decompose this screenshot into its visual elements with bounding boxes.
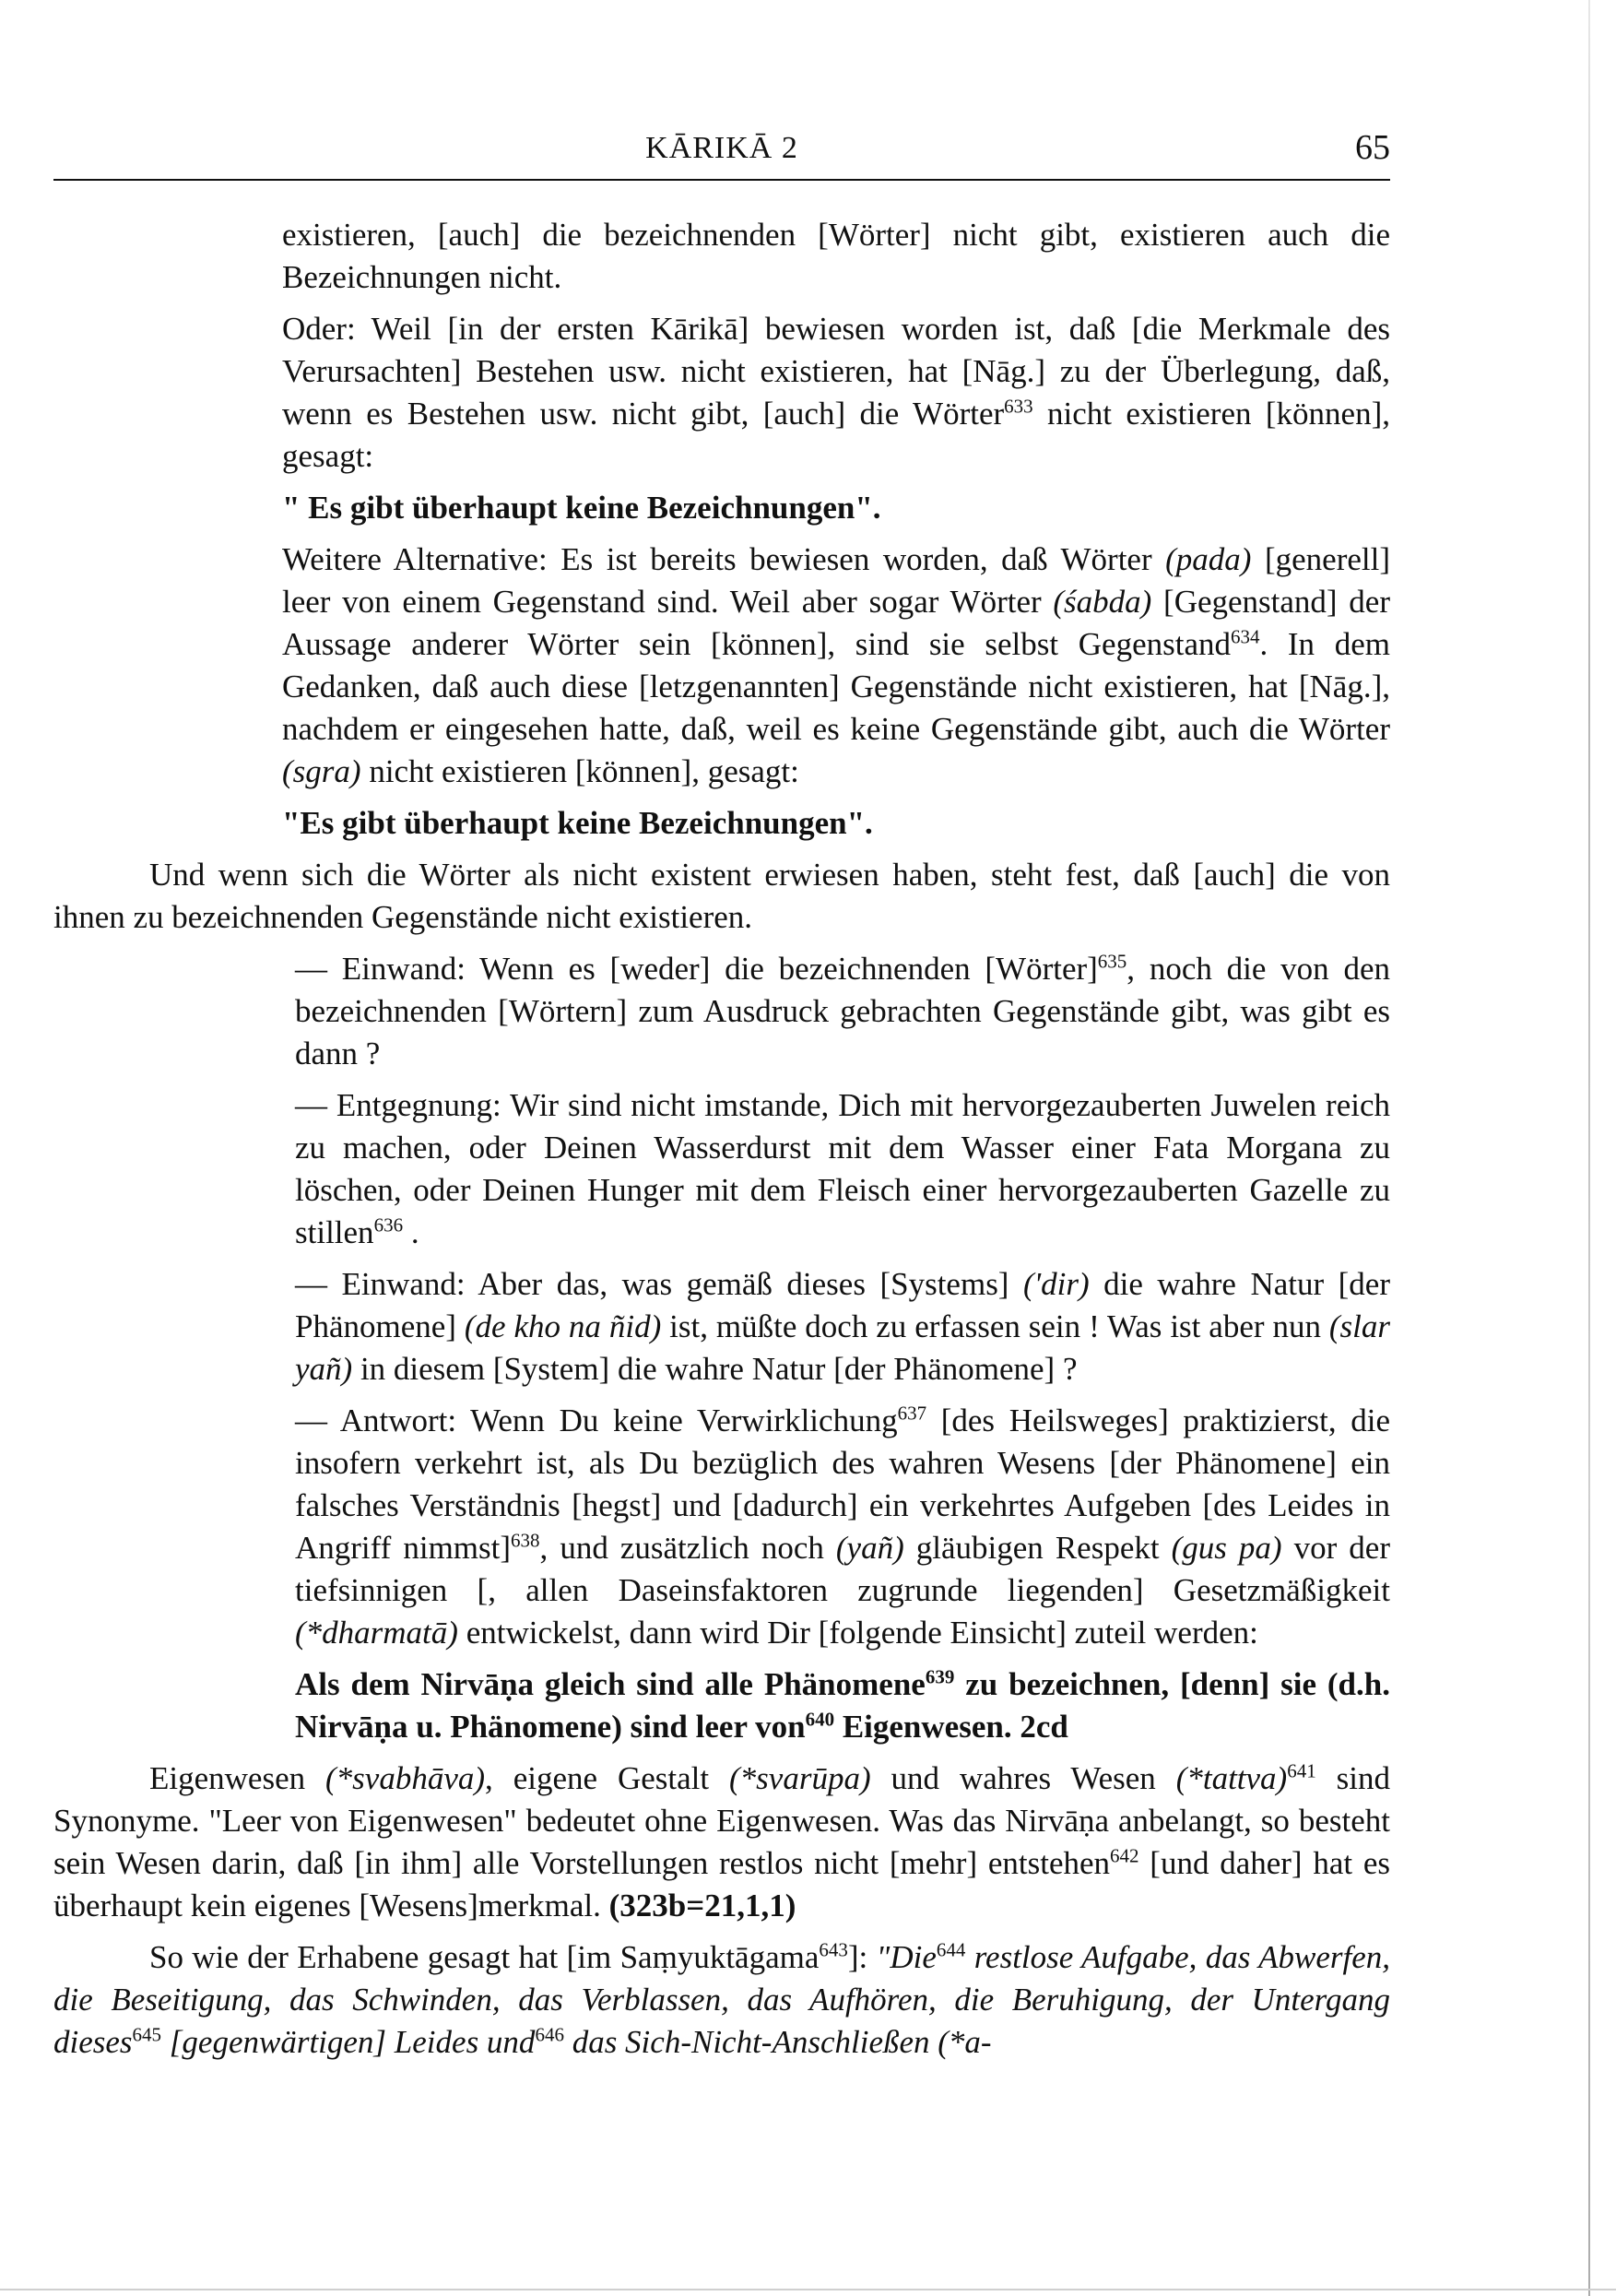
text-segment: , noch die von den bezeichnenden [Wörtern] zum Ausdruck gebrachten Gegenstände gibt, was gibt es dann ?	[295, 951, 1390, 1071]
text-segment: nicht existieren [können], gesagt:	[360, 753, 799, 789]
quotation-1: " Es gibt überhaupt keine Bezeichnungen".	[282, 490, 881, 526]
text-segment: . In dem Gedanken, daß auch diese [letzgenannten] Gegenstände nicht existieren, hat [Nāg.], nachdem er eingesehen hatte, daß, weil es keine Gegenstände gibt, auch die Wörter	[282, 626, 1390, 747]
paragraph-objection-1	[295, 948, 1390, 1075]
term-dharmata: (*dharmatā)	[295, 1615, 458, 1651]
paragraph-commentary	[53, 1758, 1390, 1927]
footnote-ref-633: 633	[1004, 395, 1033, 418]
footnote-ref-641: 641	[1287, 1759, 1316, 1782]
paragraph-conclusion: Und wenn sich die Wörter als nicht existent erwiesen haben, steht fest, daß [auch] die von ihnen zu bezeichnenden Gegenstände nicht existieren.	[53, 857, 1390, 935]
text-segment: nicht existieren [können], gesagt:	[282, 396, 1390, 474]
text-segment: — Entgegnung: Wir sind nicht imstande, Dich mit hervorgezauberten Juwelen reich zu machen, oder Deinen Wasserdurst mit dem Wasser einer Fata Morgana zu löschen, oder Deinen Hunger mit dem Fleisch einer hervorgezauberten Gazelle zu stillen	[295, 1087, 1390, 1250]
verse-segment: Eigenwesen. 2cd	[834, 1709, 1068, 1745]
text-segment: und wahres Wesen	[870, 1760, 1176, 1796]
footnote-ref-637: 637	[897, 1402, 927, 1425]
footnote-ref-643: 643	[819, 1938, 848, 1961]
text-segment: in diesem [System] die wahre Natur [der Phänomene] ?	[352, 1351, 1078, 1387]
source-reference: (323b=21,1,1)	[608, 1888, 796, 1923]
text-segment: [des Heilsweges] praktizierst, die insofern verkehrt ist, als Du bezüglich des wahren Wesens [der Phänomene] ein falsches Verständnis [hegst] und [dadurch] ein verkehrtes Aufgeben [des Leides in Angriff nimmst]	[295, 1402, 1390, 1566]
paragraph-reply-1	[295, 1084, 1390, 1254]
footnote-ref-645: 645	[132, 2023, 162, 2046]
text-segment: So wie der Erhabene gesagt hat [im Saṃyuktāgama	[149, 1939, 820, 1975]
paragraph-scripture-quote	[53, 1936, 1390, 2064]
quotation-2: "Es gibt überhaupt keine Bezeichnungen".	[282, 805, 873, 841]
text-segment: vor der tiefsinnigen [, allen Daseinsfaktoren zugrunde liegenden] Gesetzmäßigkeit	[295, 1530, 1390, 1608]
page-number: 65	[1355, 128, 1390, 167]
term-de-kho-na-nid: (de kho na ñid)	[464, 1308, 662, 1344]
running-header	[53, 127, 1390, 181]
term-sabda: (śabda)	[1053, 584, 1152, 620]
paragraph-objection-2	[295, 1263, 1390, 1391]
scan-edge-right	[1588, 0, 1590, 2296]
footnote-ref-636: 636	[373, 1213, 404, 1237]
verse-segment: Als dem Nirvāṇa gleich sind alle Phänomene	[295, 1666, 926, 1702]
text-segment: , eigene Gestalt	[485, 1760, 730, 1796]
text-segment: die wahre Natur [der Phänomene]	[295, 1266, 1390, 1344]
term-pada: (pada)	[1165, 541, 1252, 577]
term-tattva: (*tattva)	[1175, 1760, 1288, 1796]
text-segment: [und daher] hat es überhaupt kein eigenes [Wesens]merkmal.	[53, 1845, 1391, 1923]
text-segment: gläubigen Respekt	[903, 1530, 1172, 1566]
footnote-ref-639: 639	[925, 1665, 955, 1688]
term-gus-pa: (gus pa)	[1171, 1530, 1282, 1566]
quote-segment: das Sich-Nicht-Anschließen (*a-	[563, 2024, 992, 2060]
term-dir: ('dir)	[1022, 1266, 1090, 1302]
text-segment: — Einwand: Wenn es [weder] die bezeichnenden [Wörter]	[295, 951, 1098, 987]
text-segment: [generell] leer von einem Gegenstand sind. Weil aber sogar Wörter	[282, 541, 1390, 620]
verse-karika-2cd	[295, 1663, 1390, 1748]
quote-segment: "Die	[876, 1939, 937, 1975]
text-segment: — Einwand: Aber das, was gemäß dieses [Systems]	[295, 1266, 1023, 1302]
quote-segment: [gegenwärtigen] Leides und	[161, 2024, 536, 2060]
footnote-ref-635: 635	[1097, 950, 1127, 973]
quote-segment: restlose Aufgabe, das Abwerfen, die Beseitigung, das Schwinden, das Verblassen, das Aufhören, die Beruhigung, der Untergang dieses	[53, 1939, 1390, 2060]
footnote-ref-642: 642	[1110, 1844, 1139, 1867]
text-segment: Oder: Weil [in der ersten Kārikā] bewiesen worden ist, daß [die Merkmale des Verursachten] Bestehen usw. nicht existieren, hat [Nāg.] zu der Überlegung, daß, wenn es Bestehen usw. nicht gibt, [auch] die Wörter	[282, 311, 1390, 432]
term-svarupa: (*svarūpa)	[729, 1760, 871, 1796]
verse-segment: zu bezeichnen, [denn] sie (d.h. Nirvāṇa u. Phänomene) sind leer von	[295, 1666, 1390, 1745]
text-segment: ]:	[847, 1939, 877, 1975]
text-segment: .	[403, 1214, 419, 1250]
text-segment: — Antwort: Wenn Du keine Verwirklichung	[295, 1402, 898, 1438]
term-slar-yan: (slar yañ)	[295, 1308, 1390, 1387]
term-svabhava: (*svabhāva)	[325, 1760, 486, 1796]
text-segment: [Gegenstand] der Aussage anderer Wörter sein [können], sind sie selbst Gegenstand	[282, 584, 1390, 662]
text-segment: Weitere Alternative: Es ist bereits bewiesen worden, daß Wörter	[282, 541, 1166, 577]
term-sgra: (sgra)	[282, 753, 361, 789]
paragraph-alternative-1	[282, 308, 1390, 478]
footnote-ref-646: 646	[535, 2023, 564, 2046]
text-segment: sind Synonyme. "Leer von Eigenwesen" bedeutet ohne Eigenwesen. Was das Nirvāṇa anbelangt, so besteht sein Wesen darin, daß [in ihm] alle Vorstellungen restlos nicht [mehr] entstehen	[53, 1760, 1390, 1881]
footnote-ref-634: 634	[1230, 625, 1260, 648]
footnote-ref-638: 638	[511, 1529, 540, 1552]
paragraph-alternative-2	[282, 538, 1390, 793]
scan-edge-bottom	[0, 2289, 1616, 2290]
footnote-ref-640: 640	[805, 1708, 835, 1731]
text-segment: Eigenwesen	[149, 1760, 326, 1796]
page-body	[53, 214, 1390, 2073]
chapter-title: KĀRIKĀ 2	[645, 131, 798, 165]
footnote-ref-644: 644	[936, 1938, 966, 1961]
paragraph-answer	[295, 1400, 1390, 1654]
text-segment: , und zusätzlich noch	[539, 1530, 836, 1566]
text-segment: ist, müßte doch zu erfassen sein ! Was ist aber nun	[661, 1308, 1329, 1344]
text-segment: entwickelst, dann wird Dir [folgende Einsicht] zuteil werden:	[457, 1615, 1258, 1651]
paragraph-continuation: existieren, [auch] die bezeichnenden [Wörter] nicht gibt, existieren auch die Bezeichnungen nicht.	[282, 217, 1390, 295]
term-yan: (yañ)	[835, 1530, 904, 1566]
